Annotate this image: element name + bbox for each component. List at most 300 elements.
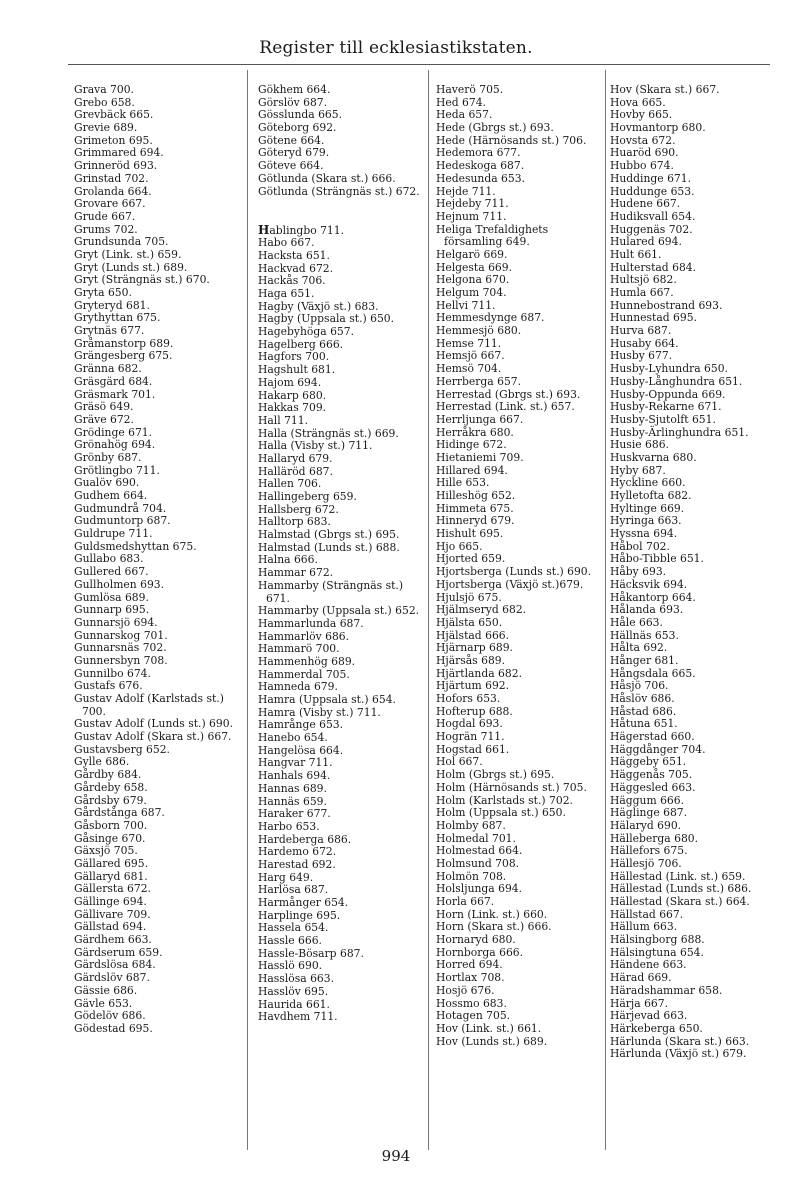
index-entry: Husby-Lyhundra 650.: [610, 362, 728, 376]
index-entry: Helgum 704.: [436, 286, 507, 299]
index-entry: Horla 667.: [436, 895, 495, 908]
index-entry: Herrberga 657.: [436, 374, 522, 388]
index-entry: Gustav Adolf (Skara st.) 667.: [74, 730, 232, 744]
index-entry: Husby-Ärlinghundra 651.: [610, 425, 749, 439]
index-entry: Hedemora 677.: [436, 146, 521, 160]
index-entry: Gällinge 694.: [74, 895, 147, 908]
index-entry: Hudiksvall 654.: [610, 209, 696, 223]
index-entry: Gryt (Strängnäs st.) 670.: [74, 273, 210, 287]
index-entry: Hyltinge 669.: [610, 501, 685, 515]
index-entry: Hylletofta 682.: [610, 489, 692, 502]
index-entry: Gällared 695.: [74, 856, 149, 870]
index-entry: Gryteryd 681.: [74, 298, 150, 312]
index-entry: Häggenås 705.: [610, 768, 693, 782]
index-entry: Hjärnarp 689.: [436, 641, 513, 655]
index-entry: Gårdstånga 687.: [74, 806, 165, 820]
index-entry: Husie 686.: [610, 438, 669, 452]
index-entry: Hemse 711.: [436, 336, 502, 350]
index-entry: Grythyttan 675.: [74, 311, 161, 325]
index-entry: Horred 694.: [436, 958, 503, 972]
index-entry: Gärdslöv 687.: [74, 971, 150, 985]
index-entry: Häggdånger 704.: [610, 742, 706, 756]
index-entry: Hälaryd 690.: [610, 818, 682, 832]
index-entry: Håbol 702.: [610, 539, 670, 553]
index-entry: Husby-Rekarne 671.: [610, 400, 722, 414]
index-entry: Hablingbo 711.: [258, 222, 345, 237]
index-entry: Halla (Visby st.) 711.: [258, 439, 373, 453]
index-entry: Holm (Härnösands st.) 705.: [436, 780, 587, 794]
index-entry: Gräsö 649.: [74, 400, 134, 414]
index-entry: Håbo-Tibble 651.: [610, 552, 704, 566]
index-entry: Hammarlunda 687.: [258, 616, 364, 630]
index-entry: Hägerstad 660.: [610, 730, 695, 744]
index-entry: Gryt (Link. st.) 659.: [74, 247, 182, 261]
index-entry: Gustafs 676.: [74, 679, 143, 693]
index-entry: Hultsjö 682.: [610, 273, 677, 287]
index-entry: Husby 677.: [610, 349, 673, 363]
index-entry: Hackås 706.: [258, 274, 326, 288]
index-entry: Hällestad (Skara st.) 664.: [610, 895, 750, 908]
index-entry: Husby-Sjutolft 651.: [610, 412, 716, 426]
index-entry: Halltorp 683.: [258, 515, 331, 529]
index-entry: Göteve 664.: [258, 159, 324, 173]
index-entry: Hangvar 711.: [258, 756, 333, 770]
index-entry: Gryt (Lunds st.) 689.: [74, 260, 188, 274]
index-entry: Göteborg 692.: [258, 121, 337, 135]
index-entry: Hova 665.: [610, 95, 666, 109]
index-entry: Häggum 666.: [610, 793, 685, 807]
index-entry: Gökhem 664.: [258, 83, 331, 96]
index-entry: Grimeton 695.: [74, 133, 153, 147]
index-entry: Guldsmedshyttan 675.: [74, 539, 197, 553]
index-entry: Hejde 711.: [436, 184, 496, 198]
index-entry: Harlösa 687.: [258, 883, 329, 897]
index-entry: Håslöv 686.: [610, 692, 675, 705]
index-entry: Hardemo 672.: [258, 845, 337, 859]
index-entry: Härkeberga 650.: [610, 1021, 703, 1035]
index-entry: Hemsö 704.: [436, 362, 502, 376]
index-entry: Husaby 664.: [610, 336, 679, 350]
index-entry: Hemmesjö 680.: [436, 324, 522, 338]
index-entry: Hogdal 693.: [436, 717, 503, 731]
index-entry: Holmestad 664.: [436, 844, 523, 858]
index-entry: Hjo 665.: [436, 539, 483, 553]
index-entry: Gräsgärd 684.: [74, 374, 153, 388]
index-entry: Husby-Långhundra 651.: [610, 374, 743, 388]
index-entry: Hangelösa 664.: [258, 743, 344, 757]
index-entry: Holmby 687.: [436, 818, 506, 832]
index-entry: Hudene 667.: [610, 197, 681, 211]
index-entry: Gryta 650.: [74, 286, 132, 299]
index-entry: Härlunda (Växjö st.) 679.: [610, 1047, 747, 1061]
index-entry: Haverö 705.: [436, 83, 504, 96]
index-entry: Hamrånge 653.: [258, 718, 344, 732]
index-entry: Hedesunda 653.: [436, 171, 525, 185]
index-entry: Gödestad 695.: [74, 1021, 153, 1035]
index-entry: [258, 198, 424, 211]
index-column-1: [74, 84, 242, 1036]
index-entry: Häggeby 651.: [610, 755, 687, 769]
index-entry: Hälsingtuna 654.: [610, 945, 704, 959]
index-entry: Grängesberg 675.: [74, 349, 173, 363]
index-entry: Hede (Härnösands st.) 706.: [436, 133, 587, 147]
index-entry: Hulterstad 684.: [610, 260, 697, 274]
index-entry: Huggenäs 702.: [610, 222, 693, 236]
index-entry: Hasslösa 663.: [258, 972, 335, 986]
index-entry: Hov (Link. st.) 661.: [436, 1021, 542, 1035]
index-entry: Hanebo 654.: [258, 731, 328, 745]
index-entry: Holmsund 708.: [436, 856, 520, 870]
index-entry: Grevie 689.: [74, 121, 138, 135]
index-entry: Horn (Link. st.) 660.: [436, 907, 548, 921]
index-entry: Gärdserum 659.: [74, 945, 163, 959]
index-entry: Hagby (Uppsala st.) 650.: [258, 312, 395, 326]
index-entry: Grude 667.: [74, 209, 136, 223]
index-entry: Hulared 694.: [610, 235, 682, 249]
index-entry: Håtuna 651.: [610, 717, 678, 731]
index-entry: Gustav Adolf (Lunds st.) 690.: [74, 717, 233, 731]
index-entry: Halläröd 687.: [258, 464, 333, 478]
index-entry: Hällstad 667.: [610, 907, 684, 921]
index-entry: Hassela 654.: [258, 921, 329, 935]
index-entry: Gunnersbyn 708.: [74, 653, 168, 667]
index-entry: Gässie 686.: [74, 983, 138, 997]
column-divider: [605, 70, 606, 1150]
index-entry: Hornborga 666.: [436, 945, 524, 959]
index-entry: Götene 664.: [258, 133, 325, 147]
index-entry: Harg 649.: [258, 870, 314, 884]
index-entry: Herrljunga 667.: [436, 412, 524, 426]
index-entry: Gäxsjö 705.: [74, 844, 138, 858]
index-entry: Hälsingborg 688.: [610, 933, 705, 947]
index-entry: Gudmuntorp 687.: [74, 514, 171, 528]
index-entry: Hishult 695.: [436, 527, 504, 541]
index-entry: Holm (Uppsala st.) 650.: [436, 806, 566, 820]
index-entry: Häggesled 663.: [610, 780, 696, 794]
index-entry: Hjälstad 666.: [436, 628, 510, 642]
index-entry: Gullabo 683.: [74, 552, 144, 566]
index-entry: Härad 669.: [610, 971, 672, 985]
index-entry: Gylle 686.: [74, 755, 130, 769]
index-entry: Haraker 677.: [258, 807, 331, 821]
index-entry: Hyringa 663.: [610, 514, 682, 528]
index-entry: Hassle-Bösarp 687.: [258, 946, 364, 960]
index-entry: Göteryd 679.: [258, 146, 330, 160]
index-entry: Händene 663.: [610, 958, 687, 972]
index-entry: Håle 663.: [610, 615, 663, 629]
index-entry: Haga 651.: [258, 287, 315, 300]
index-column-4: [610, 84, 780, 1061]
index-entry: Härlunda (Skara st.) 663.: [610, 1034, 750, 1048]
index-entry: Grebo 658.: [74, 95, 135, 109]
index-entry: Hammenhög 689.: [258, 654, 356, 668]
index-entry: Hålanda 693.: [610, 603, 684, 617]
index-entry: Gråmanstorp 689.: [74, 336, 174, 350]
index-entry: Hogstad 661.: [436, 742, 510, 756]
index-entry: Helgesta 669.: [436, 260, 513, 274]
index-entry: Grava 700.: [74, 83, 134, 96]
index-entry: Harestad 692.: [258, 857, 336, 871]
index-entry: Hov (Lunds st.) 689.: [436, 1034, 548, 1048]
index-entry: Hjortsberga (Lunds st.) 690.: [436, 565, 592, 579]
index-entry: Hjärtlanda 682.: [436, 666, 522, 680]
index-entry: Hammarby (Strängnäs st.) 671.: [258, 578, 404, 605]
index-entry: Grums 702.: [74, 222, 138, 236]
index-entry: Hagfors 700.: [258, 350, 330, 364]
index-entry: Hånger 681.: [610, 653, 679, 667]
index-entry: Hall 711.: [258, 413, 309, 427]
index-entry: Hille 653.: [436, 476, 490, 490]
index-entry: Holmedal 701.: [436, 831, 516, 845]
index-entry: Hammar 672.: [258, 566, 334, 580]
index-entry: Häcksvik 694.: [610, 577, 688, 591]
index-entry: Hol 667.: [436, 755, 483, 769]
index-entry: Hyckline 660.: [610, 476, 686, 490]
index-entry: Gualöv 690.: [74, 476, 140, 490]
index-entry: Haurida 661.: [258, 997, 330, 1011]
index-entry: [258, 211, 424, 224]
index-entry: Herrestad (Gbrgs st.) 693.: [436, 387, 581, 401]
index-entry: Hinneryd 679.: [436, 514, 515, 528]
index-entry: Hunnestad 695.: [610, 311, 697, 325]
index-entry: Holmön 708.: [436, 869, 507, 883]
index-entry: Grödinge 671.: [74, 425, 153, 439]
index-entry: Gunnarsjö 694.: [74, 615, 158, 629]
index-entry: Hällestad (Link. st.) 659.: [610, 869, 746, 883]
index-entry: Hallen 706.: [258, 477, 322, 491]
index-entry: Grundsunda 705.: [74, 235, 169, 249]
index-entry: Hosjö 676.: [436, 983, 495, 997]
index-entry: Gärdhem 663.: [74, 933, 152, 947]
index-entry: Gåsinge 670.: [74, 831, 146, 845]
index-entry: Grinneröd 693.: [74, 159, 158, 173]
index-entry: Götlunda (Skara st.) 666.: [258, 171, 396, 185]
index-entry: Halna 666.: [258, 553, 318, 567]
index-entry: Härjevad 663.: [610, 1009, 688, 1023]
index-entry: Gärdslösa 684.: [74, 958, 156, 972]
index-entry: Hede (Gbrgs st.) 693.: [436, 121, 554, 135]
index-entry: Hammerdal 705.: [258, 667, 350, 681]
index-entry: Håstad 686.: [610, 704, 677, 718]
index-entry: Hyby 687.: [610, 463, 666, 477]
index-entry: Hilleshög 652.: [436, 489, 516, 502]
index-entry: Gällstad 694.: [74, 920, 147, 934]
index-entry: Halmstad (Lunds st.) 688.: [258, 540, 400, 554]
index-column-2: [258, 84, 424, 1024]
index-entry: Horn (Skara st.) 666.: [436, 920, 552, 934]
index-entry: Gullered 667.: [74, 565, 149, 579]
index-entry: Hamra (Uppsala st.) 654.: [258, 693, 396, 706]
index-entry: Harbo 653.: [258, 819, 320, 833]
index-entry: Holm (Karlstads st.) 702.: [436, 793, 573, 807]
index-entry: Hov (Skara st.) 667.: [610, 83, 720, 96]
index-entry: Hemsjö 667.: [436, 349, 505, 363]
index-entry: Häglinge 687.: [610, 806, 688, 820]
index-entry: Hanhals 694.: [258, 769, 331, 783]
index-entry: Hossmo 683.: [436, 996, 507, 1010]
index-entry: Gunnarp 695.: [74, 603, 150, 617]
index-entry: Hångsdala 665.: [610, 666, 696, 680]
index-entry: Helgarö 669.: [436, 247, 508, 261]
index-entry: Herråkra 680.: [436, 425, 514, 439]
index-entry: Hofterup 688.: [436, 704, 513, 718]
index-entry: Gunnarsnäs 702.: [74, 641, 167, 655]
index-entry: Hovmantorp 680.: [610, 121, 706, 135]
index-entry: Gävle 653.: [74, 996, 133, 1010]
index-entry: Herrestad (Link. st.) 657.: [436, 400, 575, 414]
index-entry: Hedeskoga 687.: [436, 159, 525, 173]
index-entry: Hällesjö 706.: [610, 856, 682, 870]
index-entry: Håsjö 706.: [610, 679, 669, 693]
index-entry: Hillared 694.: [436, 463, 508, 477]
index-entry: Gällivare 709.: [74, 907, 151, 921]
index-entry: Hotagen 705.: [436, 1009, 511, 1023]
index-entry: Hällefors 675.: [610, 844, 688, 858]
index-entry: Halla (Strängnäs st.) 669.: [258, 426, 399, 440]
index-entry: Hällestad (Lunds st.) 686.: [610, 882, 752, 896]
index-entry: Hammarö 700.: [258, 642, 340, 656]
index-entry: Hakarp 680.: [258, 388, 327, 402]
index-entry: Hajom 694.: [258, 375, 322, 389]
index-entry: Hortlax 708.: [436, 971, 505, 985]
index-entry: Hjärtum 692.: [436, 679, 510, 693]
section-initial: H: [258, 222, 270, 237]
index-entry: Hammarlöv 686.: [258, 629, 350, 643]
index-entry: Harmånger 654.: [258, 896, 349, 909]
index-entry: Hällum 663.: [610, 920, 678, 934]
index-entry: Humla 667.: [610, 286, 674, 299]
index-entry: Grimmared 694.: [74, 146, 164, 160]
index-entry: Habo 667.: [258, 236, 315, 250]
index-entry: Hjortsberga (Växjö st.)679.: [436, 577, 584, 591]
index-entry: Hurva 687.: [610, 324, 672, 338]
index-entry: Hassle 666.: [258, 934, 322, 948]
index-entry: Håkantorp 664.: [610, 590, 696, 604]
index-entry: Hamra (Visby st.) 711.: [258, 705, 381, 719]
index-entry: Hardeberga 686.: [258, 832, 352, 846]
index-entry: Hasslöv 695.: [258, 984, 329, 998]
index-entry: Götlunda (Strängnäs st.) 672.: [258, 184, 420, 198]
index-entry: Gällersta 672.: [74, 882, 151, 896]
index-entry: Gunnilbo 674.: [74, 666, 151, 680]
index-entry: Gränna 682.: [74, 362, 142, 376]
index-entry: Håby 693.: [610, 565, 667, 579]
index-entry: Hellvi 711.: [436, 298, 496, 312]
index-entry: Hornaryd 680.: [436, 933, 516, 947]
index-entry: Hålta 692.: [610, 641, 668, 655]
index-entry: Hammarby (Uppsala st.) 652.: [258, 604, 420, 618]
index-entry: Hjärsås 689.: [436, 653, 506, 667]
index-entry: Gustavsberg 652.: [74, 742, 170, 756]
index-entry: Hjälmseryd 682.: [436, 603, 527, 617]
index-entry: Hannas 689.: [258, 781, 327, 795]
index-entry: Gårdeby 658.: [74, 780, 148, 794]
index-entry: Hed 674.: [436, 95, 486, 109]
index-entry: Heda 657.: [436, 108, 493, 122]
index-entry: Gudmundrå 704.: [74, 501, 167, 515]
index-entry: Hejdeby 711.: [436, 197, 509, 211]
index-entry: Huskvarna 680.: [610, 450, 697, 464]
index-entry: Hallaryd 679.: [258, 451, 333, 465]
index-entry: Grolanda 664.: [74, 184, 152, 198]
index-entry: Härja 667.: [610, 996, 669, 1010]
index-entry: Häradshammar 658.: [610, 983, 723, 997]
index-entry: Husby-Oppunda 669.: [610, 387, 726, 401]
index-entry: Gunnarskog 701.: [74, 628, 168, 642]
index-entry: Grötlingbo 711.: [74, 463, 160, 477]
index-entry: Hällnäs 653.: [610, 628, 679, 642]
index-entry: Hogrän 711.: [436, 730, 505, 744]
index-entry: Hagebyhöga 657.: [258, 325, 355, 339]
index-entry: Grönby 687.: [74, 450, 142, 464]
index-entry: Helgona 670.: [436, 273, 510, 287]
index-entry: Grovare 667.: [74, 197, 146, 211]
index-entry: Hakkas 709.: [258, 401, 327, 415]
index-entry: Holm (Gbrgs st.) 695.: [436, 768, 555, 782]
column-divider: [428, 70, 429, 1150]
index-entry: Hidinge 672.: [436, 438, 507, 452]
index-entry: Hamneda 679.: [258, 680, 338, 694]
page-title: Register till ecklesiastikstaten.: [259, 38, 533, 58]
index-entry: Havdhem 711.: [258, 1010, 338, 1024]
index-entry: Halmstad (Gbrgs st.) 695.: [258, 528, 400, 542]
index-entry: Hagshult 681.: [258, 363, 336, 377]
index-entry: Gudhem 664.: [74, 489, 148, 502]
index-entry: Hunnebostrand 693.: [610, 298, 723, 312]
index-entry: Hackstа 651.: [258, 248, 330, 262]
index-entry: Gårdby 684.: [74, 768, 142, 782]
index-entry: Heliga Trefaldighets församling 649.: [436, 222, 549, 249]
index-entry: Hjulsjö 675.: [436, 590, 502, 604]
index-entry: Gumlösa 689.: [74, 590, 149, 604]
index-entry: Grytnäs 677.: [74, 324, 145, 338]
index-entry: Harplinge 695.: [258, 908, 341, 922]
index-entry: Gräve 672.: [74, 412, 134, 426]
index-entry: Hackvad 672.: [258, 261, 334, 275]
index-entry: Gåsborn 700.: [74, 818, 148, 832]
index-entry: Guldrupe 711.: [74, 527, 153, 541]
index-column-3: [436, 84, 602, 1048]
index-entry: Holsljunga 694.: [436, 882, 523, 896]
index-entry: Huaröd 690.: [610, 146, 679, 160]
index-entry: Hubbo 674.: [610, 159, 674, 173]
index-entry: Hovsta 672.: [610, 133, 676, 147]
index-entry: Hagby (Växjö st.) 683.: [258, 299, 379, 313]
index-entry: Huddunge 653.: [610, 184, 695, 198]
index-entry: Grönahög 694.: [74, 438, 156, 452]
index-entry: Gustav Adolf (Karlstads st.) 700.: [74, 692, 224, 718]
index-entry: Hallingeberg 659.: [258, 490, 357, 503]
page-number: 994: [381, 1147, 411, 1165]
index-entry: Hasslö 690.: [258, 959, 323, 973]
index-entry: Hagelberg 666.: [258, 337, 344, 351]
index-entry: Hietaniemi 709.: [436, 450, 524, 464]
index-entry: Hult 661.: [610, 247, 662, 261]
index-entry: Gällaryd 681.: [74, 869, 148, 883]
index-entry: Hallsberg 672.: [258, 502, 339, 516]
header-rule: [68, 64, 770, 65]
index-entry: Görslöv 687.: [258, 95, 328, 109]
column-divider: [247, 70, 248, 1150]
index-entry: Hannäs 659.: [258, 794, 327, 808]
index-entry: Hjälsta 650.: [436, 615, 503, 629]
index-entry: Hemmesdynge 687.: [436, 311, 545, 325]
index-entry: Gullholmen 693.: [74, 577, 165, 591]
index-entry: Hofors 653.: [436, 692, 501, 705]
index-entry: Hjorted 659.: [436, 552, 506, 566]
index-entry: Gödelöv 686.: [74, 1009, 146, 1023]
index-entry: Himmeta 675.: [436, 501, 514, 515]
